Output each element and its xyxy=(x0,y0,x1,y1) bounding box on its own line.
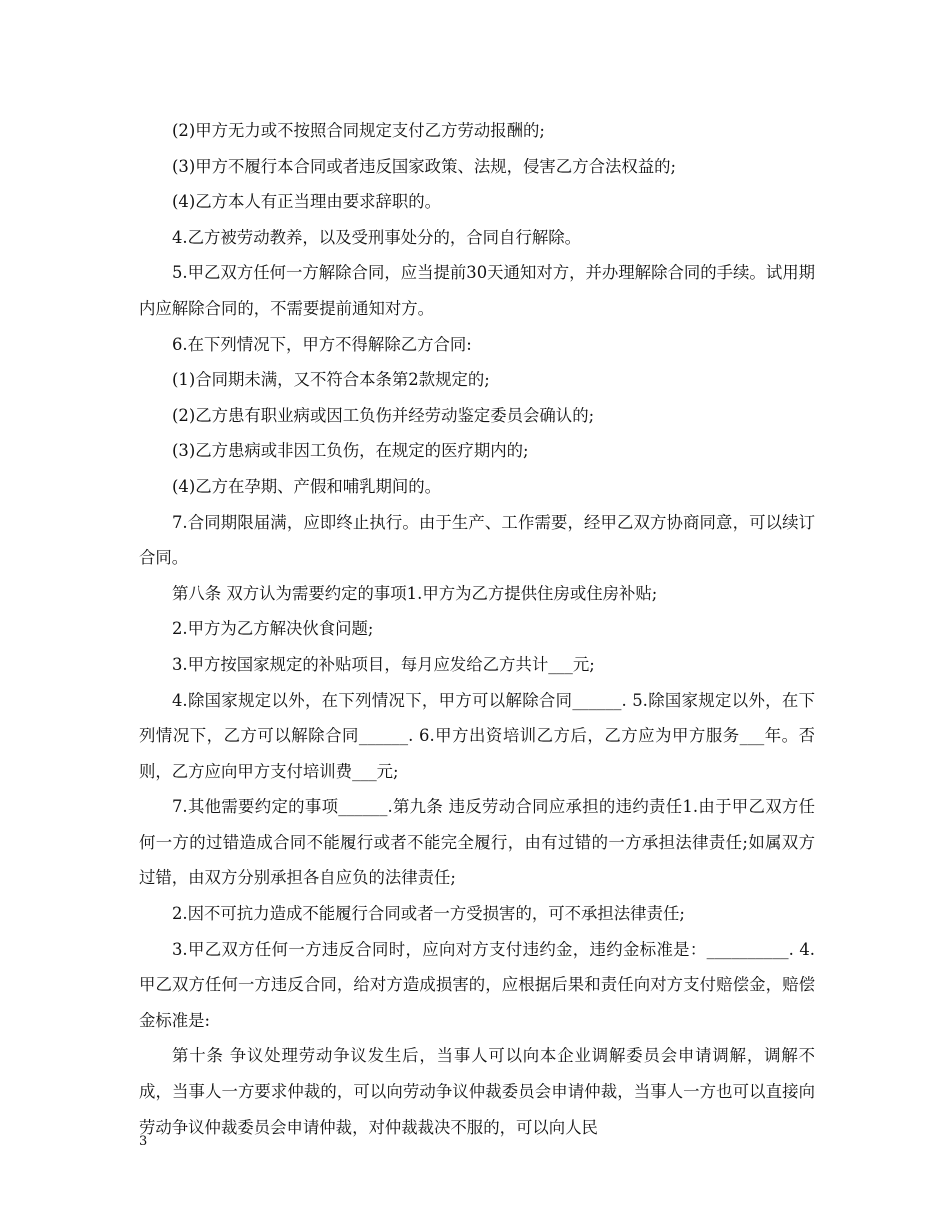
paragraph-13: 2.甲方为乙方解决伙食问题; xyxy=(172,619,374,639)
paragraph-5: 5.甲乙双方任何一方解除合同，应当提前30天通知对方，并办理解除合同的手续。试用期内应解除合同的，不需要提前通知对方。 xyxy=(139,263,815,318)
paragraph-4: 4.乙方被劳动教养，以及受刑事处分的，合同自行解除。 xyxy=(172,227,582,247)
paragraph-19: 第十条 争议处理劳动争议发生后，当事人可以向本企业调解委员会申请调解，调解不成，当事人一方要求仲裁的，可以向劳动争议仲裁委员会申请仲裁，当事人一方也可以直接向劳动争议仲裁委员会申请仲裁，对仲裁裁决不服的，可以向人民 xyxy=(139,1046,815,1137)
paragraph-15: 4.除国家规定以外，在下列情况下，甲方可以解除合同______. 5.除国家规定以外，在下列情况下，乙方可以解除合同______. 6.甲方出资培训乙方后，乙方应为甲方服务___年。否则，乙方应向甲方支付培训费___元; xyxy=(139,690,815,781)
paragraph-10: (4)乙方在孕期、产假和哺乳期间的。 xyxy=(172,476,442,496)
paragraph-17: 2.因不可抗力造成不能履行合同或者一方受损害的，可不承担法律责任; xyxy=(172,904,685,924)
paragraph-9: (3)乙方患病或非因工负伤，在规定的医疗期内的; xyxy=(172,441,529,461)
paragraph-8: (2)乙方患有职业病或因工负伤并经劳动鉴定委员会确认的; xyxy=(172,405,595,425)
paragraph-14: 3.甲方按国家规定的补贴项目，每月应发给乙方共计___元; xyxy=(172,654,595,674)
paragraph-1: (2)甲方无力或不按照合同规定支付乙方劳动报酬的; xyxy=(172,121,545,140)
paragraph-2: (3)甲方不履行本合同或者违反国家政策、法规，侵害乙方合法权益的; xyxy=(172,156,677,176)
contract-body xyxy=(139,113,815,1145)
paragraph-7: (1)合同期未满，又不符合本条第2款规定的; xyxy=(172,370,490,390)
paragraph-3: (4)乙方本人有正当理由要求辞职的。 xyxy=(172,192,442,212)
paragraph-6: 6.在下列情况下，甲方不得解除乙方合同: xyxy=(172,334,472,354)
page-number: 3 xyxy=(139,1134,148,1149)
paragraph-12: 第八条 双方认为需要约定的事项1.甲方为乙方提供住房或住房补贴; xyxy=(172,583,658,603)
paragraph-18: 3.甲乙双方任何一方违反合同时，应向对方支付违约金，违约金标准是：__________. 4.甲乙双方任何一方违反合同，给对方造成损害的，应根据后果和责任向对方支付赔偿金，赔偿金标准是: xyxy=(139,939,815,1030)
paragraph-11: 7.合同期限届满，应即终止执行。由于生产、工作需要，经甲乙双方协商同意，可以续订合同。 xyxy=(139,512,815,568)
paragraph-16: 7.其他需要约定的事项______.第九条 违反劳动合同应承担的违约责任1.由于甲乙双方任何一方的过错造成合同不能履行或者不能完全履行，由有过错的一方承担法律责任;如属双方过错，由双方分别承担各自应负的法律责任; xyxy=(139,797,815,888)
